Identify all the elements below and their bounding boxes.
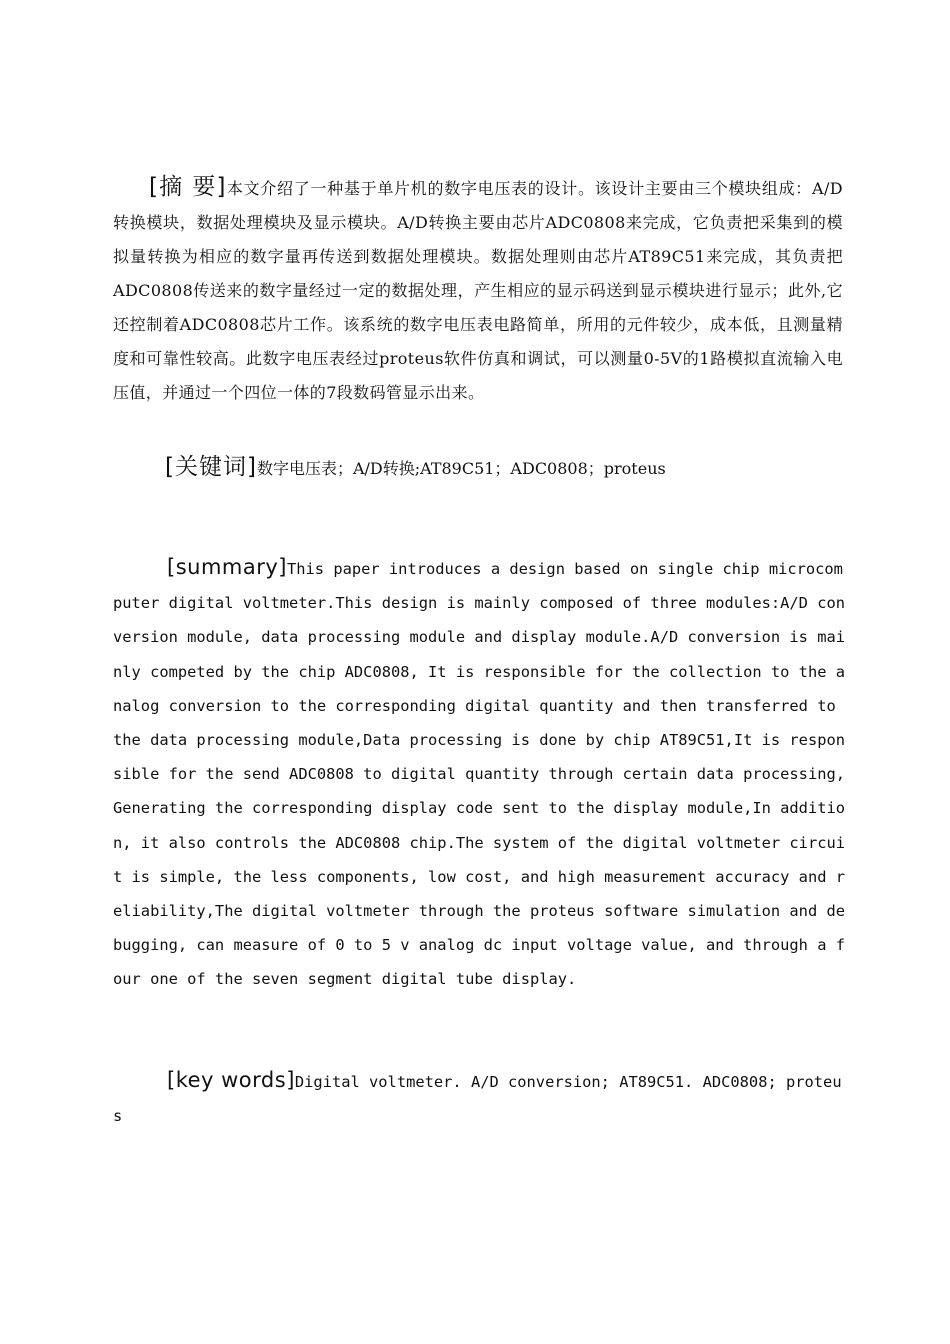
chinese-keywords: [165, 450, 845, 486]
english-keywords-text: Digital voltmeter. A/D conversion; AT89C51. ADC0808; proteus: [113, 1073, 842, 1126]
chinese-abstract: [113, 170, 843, 410]
chinese-keywords-text: 数字电压表；A/D转换;AT89C51；ADC0808；proteus: [256, 459, 666, 478]
english-keywords: [113, 1063, 848, 1133]
chinese-abstract-text: 本文介绍了一种基于单片机的数字电压表的设计。该设计主要由三个模块组成：A/D转换模块，数据处理模块及显示模块。A/D转换主要由芯片ADC0808来完成，它负责把采集到的模拟量转换为相应的数字量再传送到数据处理模块。数据处理则由芯片AT89C51来完成，其负责把ADC0808传送来的数字量经过一定的数据处理，产生相应的显示码送到显示模块进行显示；此外,它还控制着ADC0808芯片工作。该系统的数字电压表电路简单，所用的元件较少，成本低，且测量精度和可靠性较高。此数字电压表经过proteus软件仿真和调试，可以测量0-5V的1路模拟直流输入电压值，并通过一个四位一体的7段数码管显示出来。: [113, 179, 843, 402]
english-summary-text: This paper introduces a design based on single chip microcomputer digital voltmeter.This design is mainly composed of three modules:A/D conversion module, data processing module and display module.A/D conversion is mainly competed by the chip ADC0808, It is responsible for the collection to the analog conversion to the corresponding digital quantity and then transferred to the data processing module,Data processing is done by chip AT89C51,It is responsible for the send ADC0808 to digital quantity through certain data processing,Generating the corresponding display code sent to the display module,In addition, it also controls the ADC0808 chip.The system of the digital voltmeter circuit is simple, the less components, low cost, and high measurement accuracy and reliability,The digital voltmeter through the proteus software simulation and debugging, can measure of 0 to 5 v analog dc input voltage value, and through a four one of the seven segment digital tube display.: [113, 560, 846, 989]
english-summary-label: [summary]: [167, 555, 287, 579]
english-keywords-label: [key words]: [167, 1068, 295, 1092]
chinese-abstract-label: [摘 要]: [149, 174, 227, 200]
chinese-keywords-label: [关键词]: [165, 454, 257, 480]
english-summary: [113, 550, 848, 997]
